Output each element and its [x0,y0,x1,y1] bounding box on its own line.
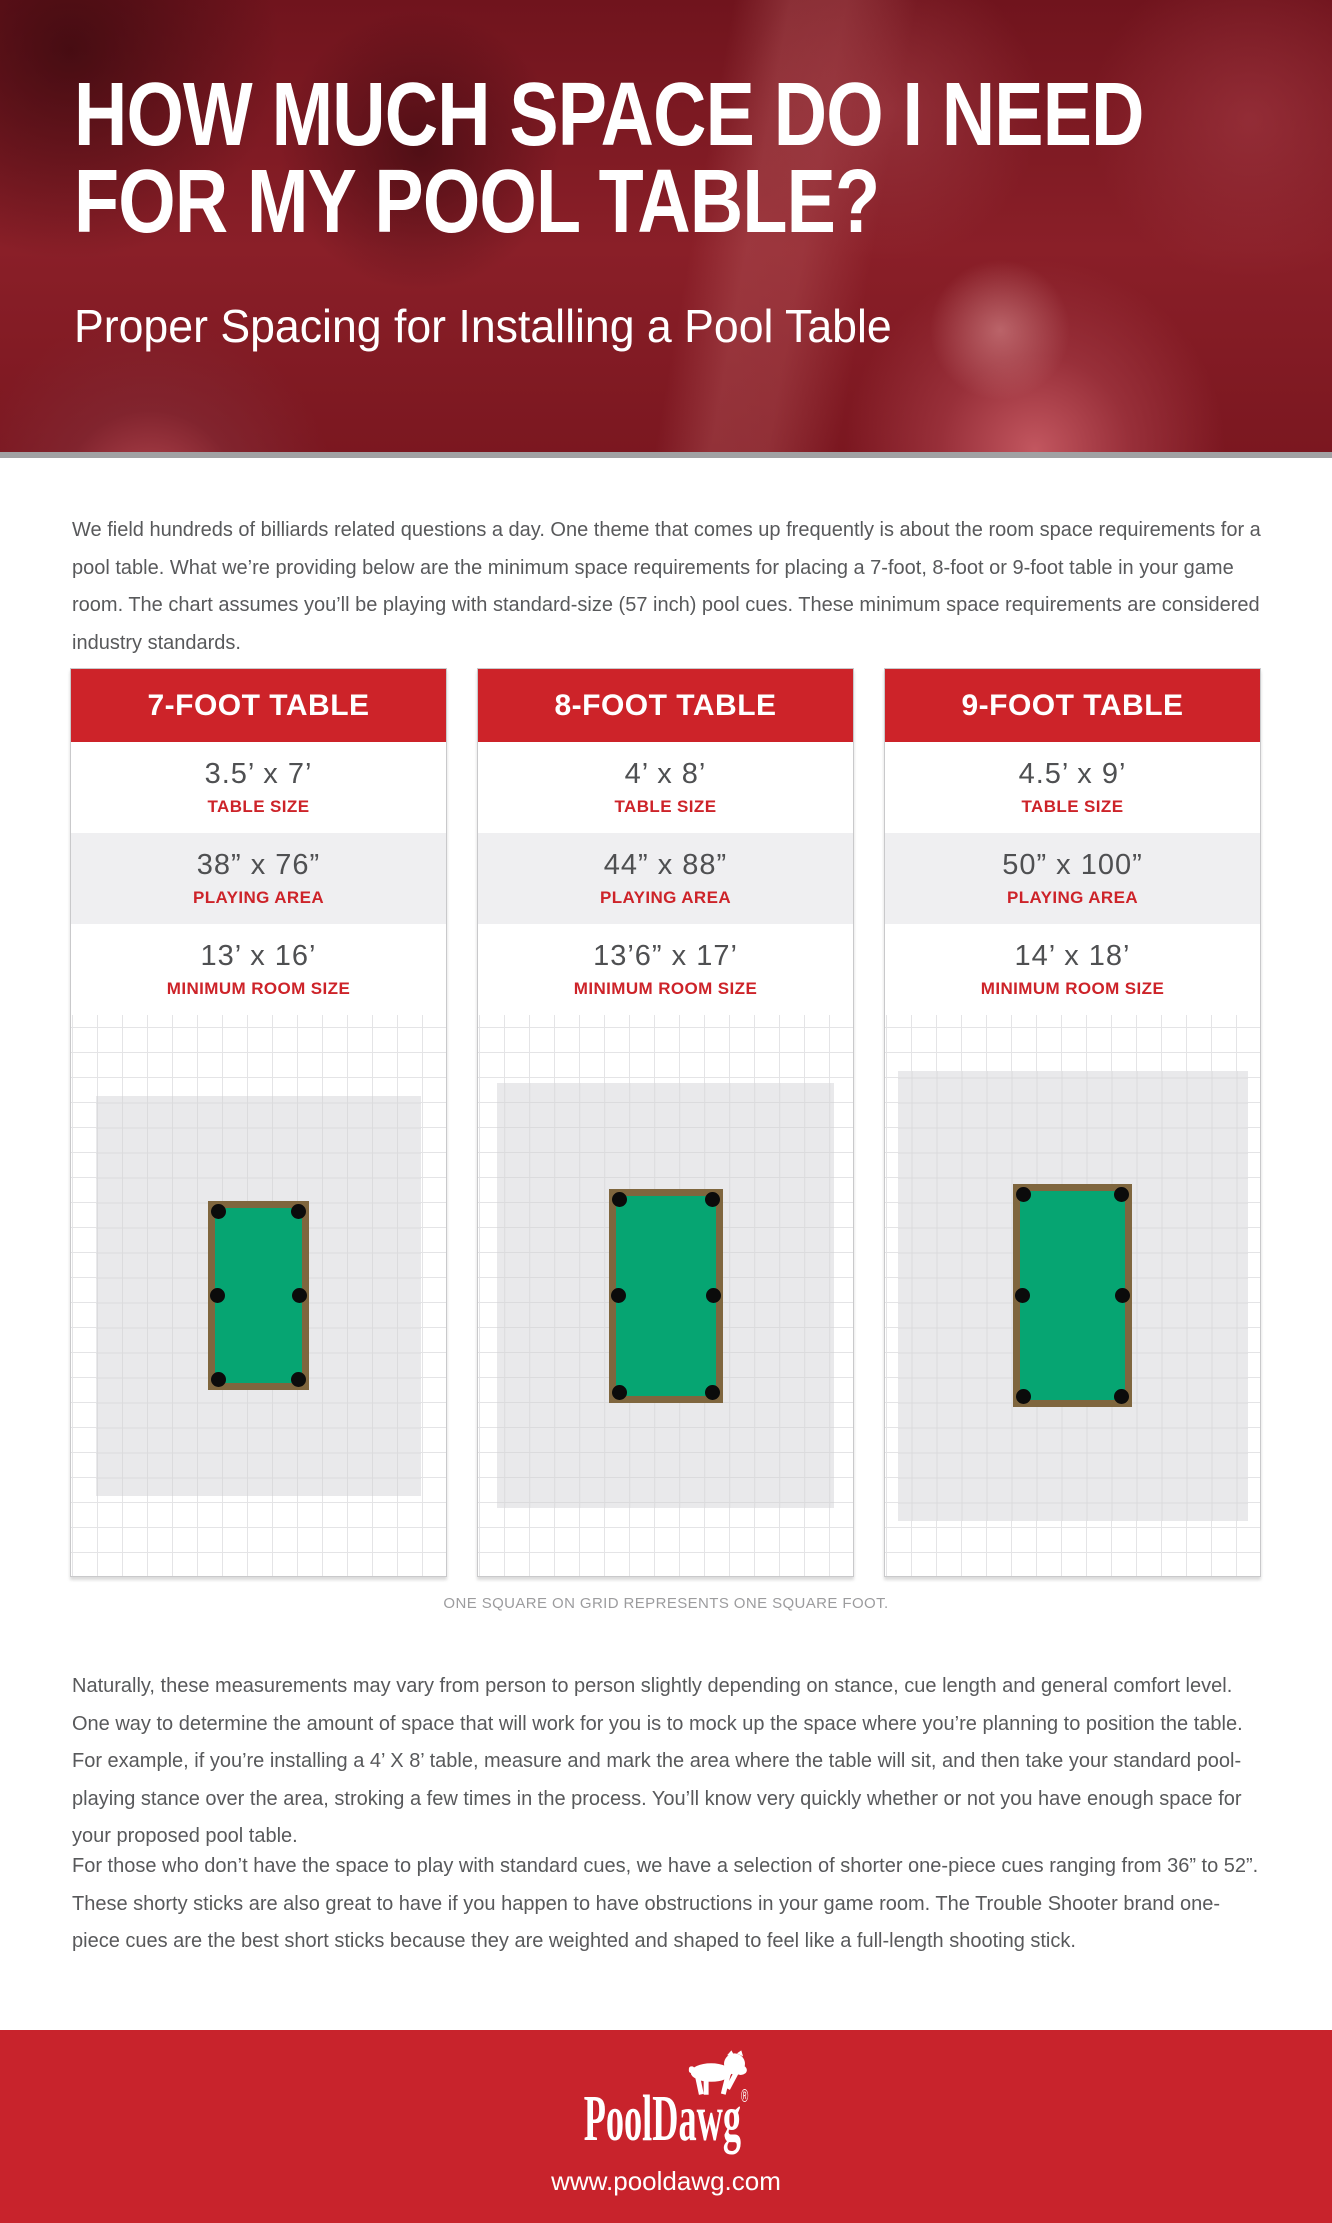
pocket-top-right [1114,1187,1129,1202]
pool-table-graphic [609,1189,723,1403]
pocket-top-left [612,1192,627,1207]
page-title-line1: HOW MUCH SPACE DO I NEED [74,65,1144,165]
body-paragraph-advice: Naturally, these measurements may vary from person to person slightly depending on stance, cue length and general comfort level. One way to determine the amount of space that will work for you is to mock up the space where you’re planning to position the table. For example, if you’re installing a 4’ X 8’ table, measure and mark the area where the table will sit, and then take your standard pool-playing stance over the area, stroking a few times in the process. You’ll know very quickly whether or not you have enough space for your proposed pool table. [72,1675,1243,1847]
footer-band [0,2030,1332,2223]
spec-row-table-size [885,742,1260,833]
table-felt [1020,1191,1124,1399]
table-size-label: TABLE SIZE [614,797,717,816]
hero-text-block [74,65,1332,353]
pocket-middle-left [1015,1288,1030,1303]
intro-paragraph: We field hundreds of billiards related questions a day. One theme that comes up frequently is about the room space requirements for a pool table. What we’re providing below are the minimum space requirements for placing a 7-foot, 8-foot or 9-foot table in your game room. The chart assumes you’ll be playing with standard-size (57 inch) pool cues. These minimum space requirements are considered industry standards. [72,519,1261,654]
card-8-foot-table [477,668,854,1577]
card-9ft-header: 9-FOOT TABLE [885,669,1260,742]
table-comparison-cards [70,668,1261,1577]
spec-row-table-size [478,742,853,833]
brand-text: PoolDawg [583,2082,741,2155]
playing-area-label: PLAYING AREA [599,888,732,907]
playing-area-value: 50” x 100” [1002,849,1143,881]
pocket-top-left [1016,1187,1031,1202]
pocket-bottom-right [1114,1389,1129,1404]
room-size-label: MINIMUM ROOM SIZE [980,979,1165,998]
hero-banner [0,0,1332,458]
room-grid-diagram-8ft [478,1015,853,1576]
pocket-bottom-left [211,1372,226,1387]
spec-row-room-size [478,924,853,1015]
room-size-label: MINIMUM ROOM SIZE [573,979,758,998]
body-paragraph-short-cues: For those who don’t have the space to play with standard cues, we have a selection of shorter one-piece cues ranging from 36” to 52”. These shorty sticks are also great to have if you happen to have obstructions in your game room. The Trouble Shooter brand one-piece cues are the best short sticks because they are weighted and shaped to feel like a full-length shooting stick. [72,1855,1259,1952]
table-size-value: 4’ x 8’ [624,758,707,790]
pocket-top-right [291,1204,306,1219]
pocket-middle-right [706,1288,721,1303]
card-7-foot-table [70,668,447,1577]
playing-area-label: PLAYING AREA [192,888,325,907]
pocket-middle-left [611,1288,626,1303]
table-size-label: TABLE SIZE [207,797,310,816]
pocket-bottom-left [612,1385,627,1400]
spec-row-table-size [71,742,446,833]
spec-row-playing-area [71,833,446,924]
pooldawg-wordmark [300,2082,1033,2155]
table-size-value: 4.5’ x 9’ [1018,758,1127,790]
page-title-line2: FOR MY POOL TABLE? [74,152,880,253]
page-subtitle: Proper Spacing for Installing a Pool Table [74,299,892,352]
room-grid-diagram-7ft [71,1015,446,1576]
spec-row-room-size [885,924,1260,1015]
pool-table-graphic [1013,1184,1131,1406]
card-8ft-header: 8-FOOT TABLE [478,669,853,742]
card-7ft-header: 7-FOOT TABLE [71,669,446,742]
pocket-middle-right [292,1288,307,1303]
playing-area-label: PLAYING AREA [1006,888,1139,907]
pocket-middle-left [210,1288,225,1303]
spec-row-room-size [71,924,446,1015]
card-9-foot-table [884,668,1261,1577]
spec-row-playing-area [885,833,1260,924]
grid-scale-note: ONE SQUARE ON GRID REPRESENTS ONE SQUARE FOOT. [443,1595,889,1612]
table-size-label: TABLE SIZE [1021,797,1124,816]
pocket-bottom-right [705,1385,720,1400]
room-size-value: 13’ x 16’ [200,940,317,972]
table-felt [215,1208,303,1383]
playing-area-value: 44” x 88” [603,849,728,881]
playing-area-value: 38” x 76” [196,849,321,881]
room-grid-diagram-9ft [885,1015,1260,1576]
spec-row-playing-area [478,833,853,924]
pocket-top-left [211,1204,226,1219]
room-size-value: 14’ x 18’ [1014,940,1131,972]
pocket-bottom-left [1016,1389,1031,1404]
footer-url[interactable]: www.pooldawg.com [551,2166,781,2196]
room-size-label: MINIMUM ROOM SIZE [166,979,351,998]
pocket-bottom-right [291,1372,306,1387]
table-size-value: 3.5’ x 7’ [204,758,313,790]
pool-table-graphic [208,1201,310,1390]
registered-mark: ® [740,2086,749,2106]
room-size-value: 13’6” x 17’ [593,940,738,972]
pocket-top-right [705,1192,720,1207]
pocket-middle-right [1115,1288,1130,1303]
table-felt [616,1196,716,1396]
